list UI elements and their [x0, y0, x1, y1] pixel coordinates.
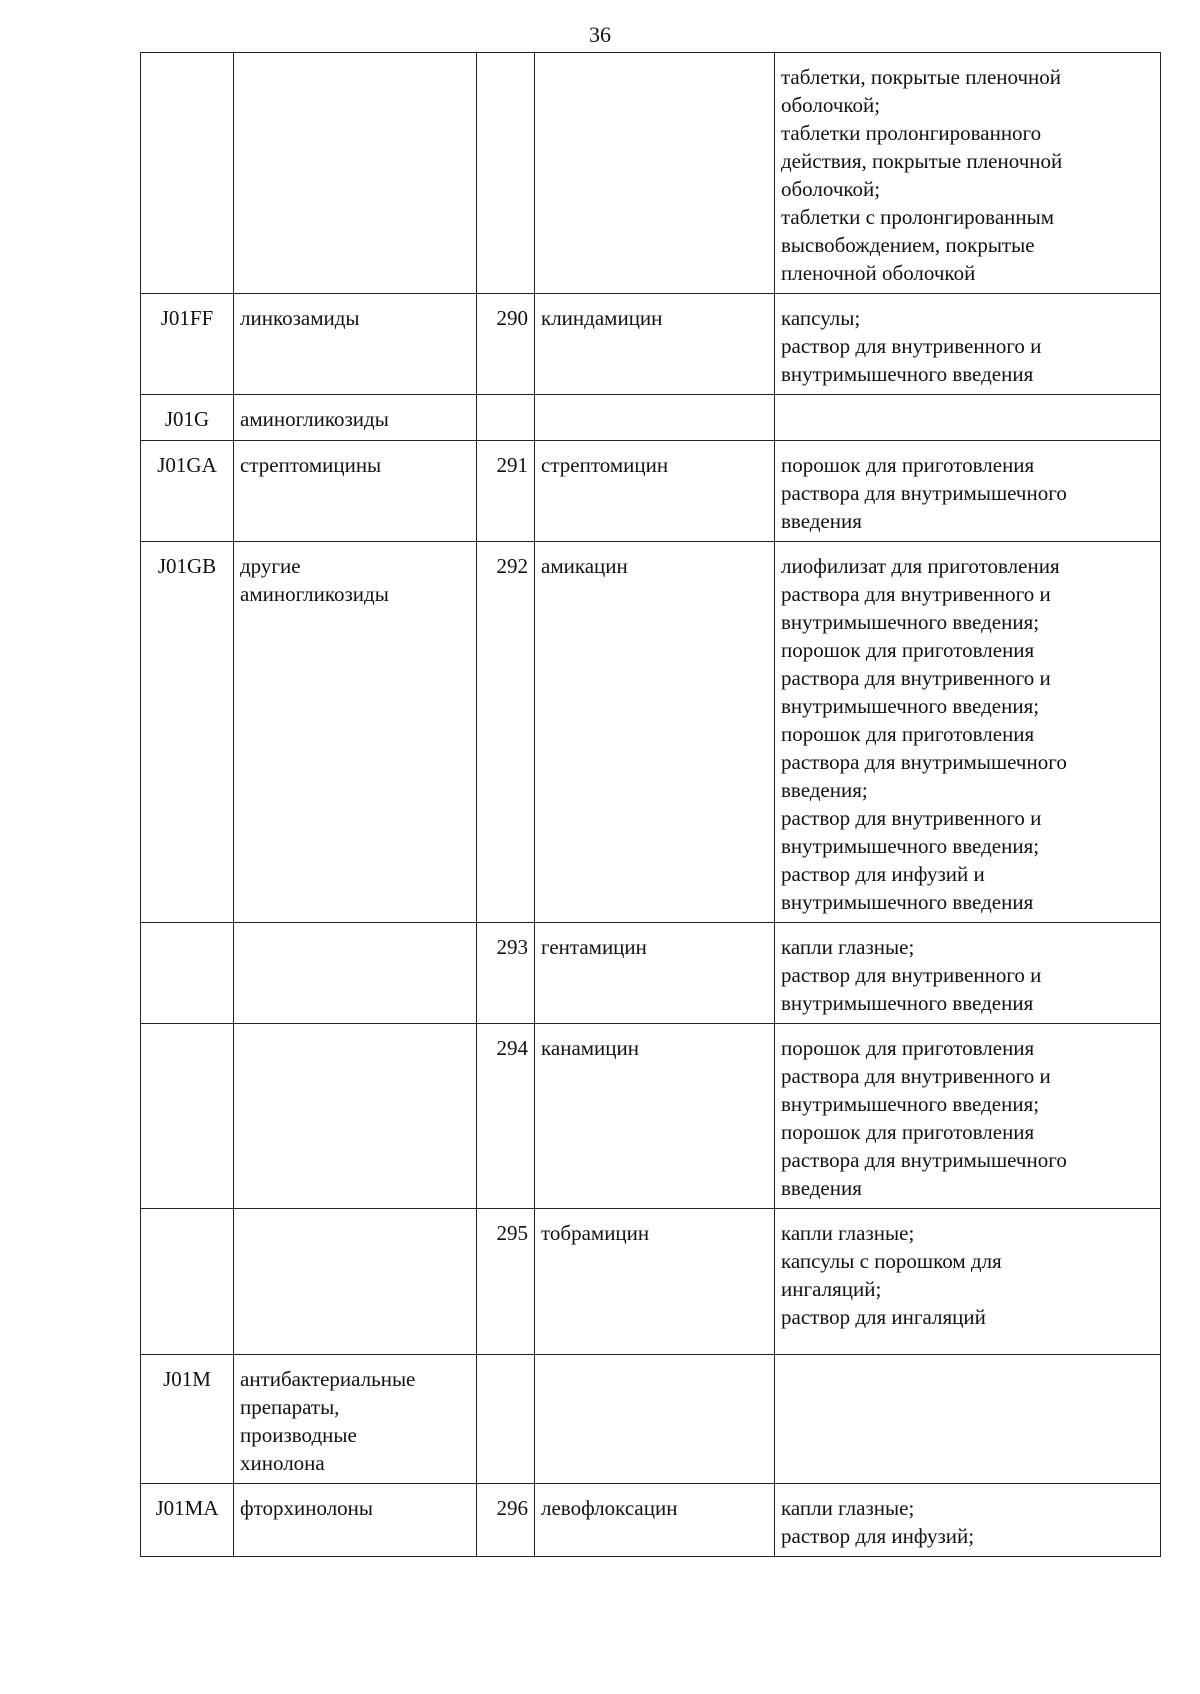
drug-name-cell: амикацин [535, 542, 775, 923]
atc-group-cell-line: производные [240, 1423, 357, 1447]
atc-group-cell-line: аминогликозиды [240, 582, 389, 606]
drug-table [140, 52, 1161, 1557]
drug-name-cell [535, 1355, 775, 1484]
atc-group-cell [234, 395, 477, 441]
item-number-cell [477, 53, 535, 294]
dosage-form-cell [775, 441, 1161, 542]
dosage-form-cell-line: раствора для внутримышечного [781, 1148, 1067, 1172]
atc-group-cell [234, 1355, 477, 1484]
dosage-form-cell-line: капли глазные; [781, 935, 915, 959]
atc-code-cell [141, 1209, 234, 1355]
drug-name-cell: гентамицин [535, 923, 775, 1024]
dosage-form-cell-line: раствор для внутривенного и [781, 806, 1042, 830]
dosage-form-cell [775, 923, 1161, 1024]
dosage-form-cell-line: пленочной оболочкой [781, 261, 976, 285]
dosage-form-cell-line: раствор для внутривенного и [781, 334, 1042, 358]
dosage-form-cell [775, 294, 1161, 395]
table-row [141, 53, 1161, 294]
dosage-form-cell-line: таблетки с пролонгированным [781, 205, 1055, 229]
dosage-form-cell-line: ингаляций; [781, 1277, 882, 1301]
atc-group-cell [234, 1484, 477, 1557]
dosage-form-cell [775, 1209, 1161, 1355]
atc-group-cell [234, 53, 477, 294]
atc-group-cell [234, 441, 477, 542]
dosage-form-cell-line: таблетки, покрытые пленочной [781, 65, 1062, 89]
table-row [141, 923, 1161, 1024]
dosage-form-cell-line: введения [781, 509, 862, 533]
dosage-form-cell [775, 1355, 1161, 1484]
table-row [141, 1024, 1161, 1209]
dosage-form-cell [775, 1484, 1161, 1557]
dosage-form-cell [775, 53, 1161, 294]
dosage-form-cell-line: капсулы; [781, 306, 861, 330]
page-number: 36 [589, 22, 611, 47]
dosage-form-cell-line: внутримышечного введения [781, 991, 1034, 1015]
dosage-form-cell-line: порошок для приготовления [781, 638, 1035, 662]
dosage-form-cell-line: раствора для внутривенного и [781, 1064, 1051, 1088]
item-number-cell: 295 [477, 1209, 535, 1355]
item-number-cell: 293 [477, 923, 535, 1024]
dosage-form-cell-line: раствора для внутривенного и [781, 666, 1051, 690]
dosage-form-cell-line: порошок для приготовления [781, 722, 1035, 746]
dosage-form-cell-line: лиофилизат для приготовления [781, 554, 1060, 578]
dosage-form-cell-line: раствор для инфузий и [781, 862, 985, 886]
drug-name-cell: стрептомицин [535, 441, 775, 542]
dosage-form-cell-line: раствора для внутривенного и [781, 582, 1051, 606]
atc-group-cell-line: фторхинолоны [240, 1496, 374, 1520]
item-number-cell: 290 [477, 294, 535, 395]
dosage-form-cell-line: раствор для внутривенного и [781, 963, 1042, 987]
table-row [141, 441, 1161, 542]
atc-group-cell [234, 294, 477, 395]
atc-code-cell: J01GA [141, 441, 234, 542]
dosage-form-cell-line: раствора для внутримышечного [781, 750, 1067, 774]
item-number-cell: 294 [477, 1024, 535, 1209]
dosage-form-cell-line: оболочкой; [781, 177, 881, 201]
dosage-form-cell-line: капли глазные; [781, 1221, 915, 1245]
drug-name-cell [535, 395, 775, 441]
atc-code-cell: J01GB [141, 542, 234, 923]
table-row [141, 1355, 1161, 1484]
drug-name-cell: тобрамицин [535, 1209, 775, 1355]
dosage-form-cell [775, 1024, 1161, 1209]
dosage-form-cell-line: оболочкой; [781, 93, 881, 117]
dosage-form-cell-line: введения; [781, 778, 868, 802]
dosage-form-cell-line: раствора для внутримышечного [781, 481, 1067, 505]
drug-name-cell [535, 53, 775, 294]
item-number-cell: 292 [477, 542, 535, 923]
atc-code-cell: J01FF [141, 294, 234, 395]
atc-group-cell-line: аминогликозиды [240, 407, 389, 431]
atc-code-cell: J01G [141, 395, 234, 441]
dosage-form-cell-line: внутримышечного введения; [781, 694, 1040, 718]
atc-group-cell-line: антибактериальные [240, 1367, 416, 1391]
dosage-form-cell [775, 395, 1161, 441]
table-row [141, 395, 1161, 441]
atc-code-cell: J01MA [141, 1484, 234, 1557]
atc-group-cell-line: стрептомицины [240, 453, 382, 477]
atc-group-cell [234, 1024, 477, 1209]
atc-group-cell-line: линкозамиды [240, 306, 360, 330]
dosage-form-cell-line: порошок для приготовления [781, 1120, 1035, 1144]
atc-code-cell [141, 1024, 234, 1209]
table-row [141, 1209, 1161, 1355]
item-number-cell: 291 [477, 441, 535, 542]
dosage-form-cell-line: капсулы с порошком для [781, 1249, 1002, 1273]
item-number-cell: 296 [477, 1484, 535, 1557]
atc-group-cell-line: хинолона [240, 1451, 325, 1475]
dosage-form-cell-line: внутримышечного введения; [781, 610, 1040, 634]
table-row [141, 542, 1161, 923]
dosage-form-cell-line: порошок для приготовления [781, 1036, 1035, 1060]
table-row [141, 1484, 1161, 1557]
item-number-cell [477, 1355, 535, 1484]
dosage-form-cell-line: раствор для ингаляций [781, 1305, 986, 1329]
drug-name-cell: клиндамицин [535, 294, 775, 395]
atc-group-cell-line: препараты, [240, 1395, 340, 1419]
atc-group-cell [234, 1209, 477, 1355]
dosage-form-cell-line: введения [781, 1176, 862, 1200]
dosage-form-cell-line: таблетки пролонгированного [781, 121, 1042, 145]
drug-name-cell: канамицин [535, 1024, 775, 1209]
table-row [141, 294, 1161, 395]
dosage-form-cell-line: внутримышечного введения [781, 890, 1034, 914]
atc-code-cell [141, 53, 234, 294]
dosage-form-cell-line: внутримышечного введения; [781, 1092, 1040, 1116]
atc-group-cell [234, 542, 477, 923]
atc-group-cell [234, 923, 477, 1024]
dosage-form-cell-line: внутримышечного введения; [781, 834, 1040, 858]
dosage-form-cell-line: действия, покрытые пленочной [781, 149, 1063, 173]
dosage-form-cell-line: капли глазные; [781, 1496, 915, 1520]
dosage-form-cell-line: внутримышечного введения [781, 362, 1034, 386]
drug-name-cell: левофлоксацин [535, 1484, 775, 1557]
dosage-form-cell-line: высвобождением, покрытые [781, 233, 1035, 257]
dosage-form-cell-line: раствор для инфузий; [781, 1524, 975, 1548]
dosage-form-cell-line: порошок для приготовления [781, 453, 1035, 477]
item-number-cell [477, 395, 535, 441]
atc-code-cell [141, 923, 234, 1024]
dosage-form-cell [775, 542, 1161, 923]
atc-group-cell-line: другие [240, 554, 301, 578]
atc-code-cell: J01M [141, 1355, 234, 1484]
